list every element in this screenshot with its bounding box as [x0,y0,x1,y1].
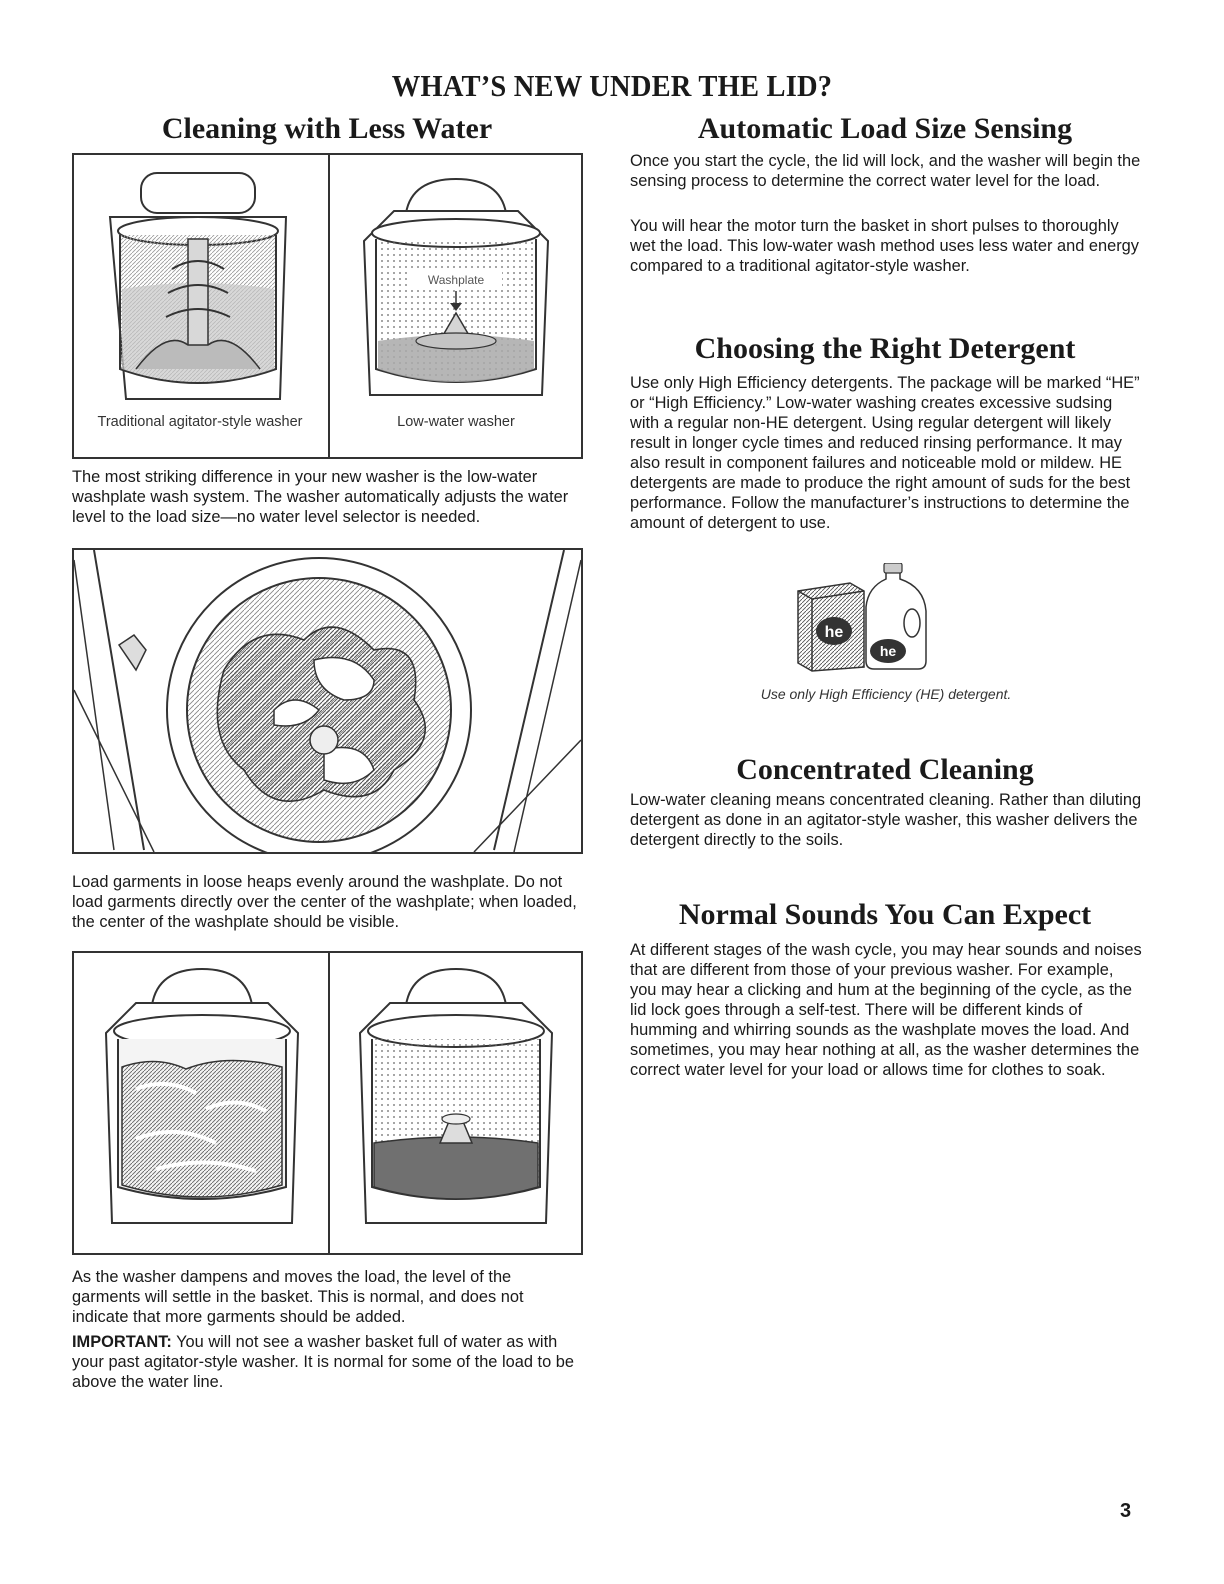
washplate-label: Washplate [427,273,485,287]
caption-traditional-washer: Traditional agitator-style washer [97,414,303,430]
figure-load-settling [72,951,583,1255]
paragraph-normal-sounds: At different stages of the wash cycle, you may hear sounds and noises that are different from those of your previous washer. For example, you may hear a clicking and hum at the beginning of the cycle, as the lid lock goes through a self-test. There will be different kinds of humming and whirring sounds as the washplate moves the load. And sometimes, you may hear nothing at all, as the washer determines the correct water level for your load or allows time for clothes to soak. [630,941,1142,1079]
page-title: WHAT’S NEW UNDER THE LID? [391,68,833,103]
paragraph-concentrated-cleaning: Low-water cleaning means concentrated cleaning. Rather than diluting detergent as done in an agitator-style washer, this washer delivers the detergent directly to the soils. [630,791,1142,849]
important-label: IMPORTANT: [72,1333,172,1351]
important-text: You will not see a washer basket full of water as with your past agitator-style washer. It is normal for some of the load to be above the water line. [72,1333,574,1391]
dry-load-illustration [96,959,308,1229]
paragraph-washplate-system: The most striking difference in your new washer is the low-water washplate wash system. The washer automatically adjusts the water level to the load size—no water level selector is needed. [72,468,569,526]
figure-loaded-basket [72,548,583,854]
he-detergent-illustration [794,563,934,675]
heading-concentrated-cleaning: Concentrated Cleaning [736,753,1034,786]
loaded-basket-illustration [74,550,581,852]
caption-he-detergent: Use only High Efficiency (HE) detergent. [760,686,1012,702]
paragraph-he-detergents: Use only High Efficiency detergents. The package will be marked “HE” or “High Efficiency.” Low-water washing creates excessive sudsing with a regular non-HE detergent. Using regular detergent will likely result in longer cycle times and reduced rinsing performance. It may also result in component failures and noticeable mold or mildew. HE detergents are made to produce the right amount of suds for the best performance. Follow the manufacturer’s instructions to determine the amount of detergent to use. [630,374,1140,532]
paragraph-short-pulses: You will hear the motor turn the basket in short pulses to thoroughly wet the load. This low-water wash method uses less water and energy compared to a traditional agitator-style washer. [630,217,1139,275]
damp-load-illustration [350,959,562,1229]
heading-automatic-load-sensing: Automatic Load Size Sensing [697,112,1073,145]
page-number: 3 [1120,1500,1132,1522]
heading-cleaning-less-water: Cleaning with Less Water [161,112,493,145]
agitator-washer-illustration [96,169,308,409]
he-logo-box: he [824,624,844,641]
low-water-washer-illustration [350,169,562,409]
figure-washer-comparison [72,153,583,459]
paragraph-loading-garments: Load garments in loose heaps evenly around the washplate. Do not load garments directly over the center of the washplate; when loaded, the center of the washplate should be visible. [72,873,577,931]
paragraph-load-settling: As the washer dampens and moves the load, the level of the garments will settle in the basket. This is normal, and does not indicate that more garments should be added. [72,1268,524,1326]
heading-right-detergent: Choosing the Right Detergent [694,332,1076,365]
paragraph-important [72,1332,584,1392]
he-logo-bottle: he [879,643,897,659]
caption-low-water-washer: Low-water washer [397,414,515,430]
heading-normal-sounds: Normal Sounds You Can Expect [678,898,1092,931]
paragraph-sensing-process: Once you start the cycle, the lid will lock, and the washer will begin the sensing process to determine the correct water level for the load. [630,152,1141,190]
